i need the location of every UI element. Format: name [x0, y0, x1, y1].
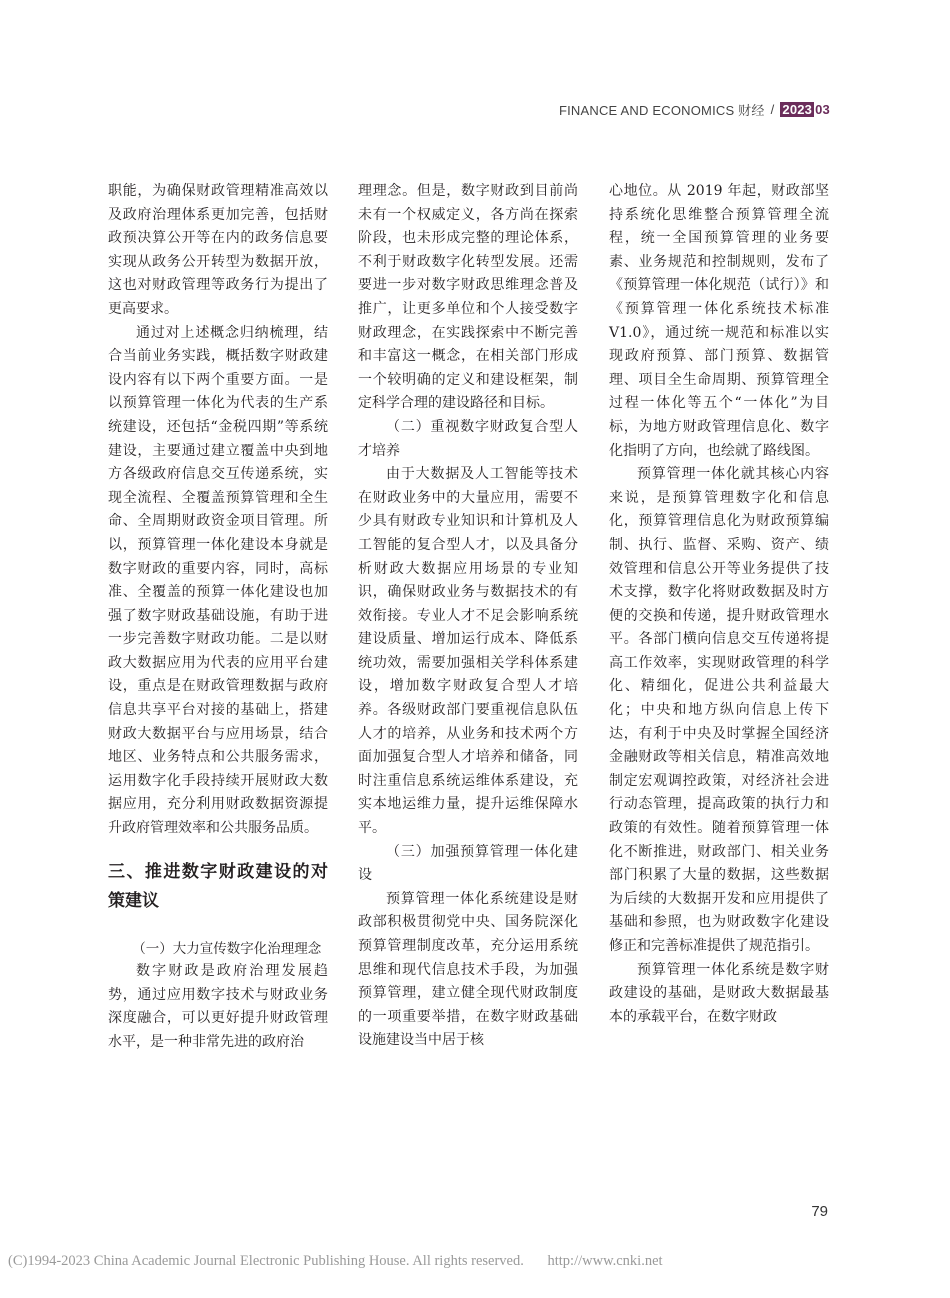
cnki-link[interactable]: http://www.cnki.net: [547, 1253, 663, 1269]
subsection-heading: （一）大力宣传数字化治理理念: [132, 940, 322, 956]
body-paragraph: 通过对上述概念归纳梳理，结合当前业务实践，概括数字财政建设内容有以下两个重要方面。一是以预算管理一体化为代表的生产系统建设，还包括“金税四期”等系统建设，主要通过建立覆盖中央到地方各级政府信息交互传递系统，实现全流程、全覆盖预算管理和全生命、全周期财政资金项目管理。所以，预算管理一体化建设本身就是数字财政的重要内容，同时，高标准、全覆盖的预算一体化建设也加强了数字财政基础设施，有助于进一步完善数字财政功能。二是以财政大数据应用为代表的应用平台建设，重点是在财政管理数据与政府信息共享平台对接的基础上，搭建财政大数据平台与应用场景，结合地区、业务特点和公共服务需求，运用数字化手段持续开展财政大数据应用，充分利用财政数据资源提升政府管理效率和公共服务品质。: [108, 324, 328, 837]
issue-year-badge: 2023: [782, 102, 813, 117]
body-paragraph: 预算管理一体化就其核心内容来说，是预算管理数字化和信息化，预算管理信息化为财政预算编制、执行、监督、采购、资产、绩效管理和信息公开等业务提供了技术支撑，数字化将财政数据及时方便的交换和传递，提升财政管理水平。各部门横向信息交互传递将提高工作效率，实现财政管理的科学化、精细化，促进公共利益最大化；中央和地方纵向信息上传下达，有利于中央及时掌握全国经济金融财政等相关信息，精准高效地制定宏观调控政策，对经济社会进行动态管理，提高政策的执行力和政策的有效性。随着预算管理一体化不断推进，财政部门、相关业务部门积累了大量的数据，这些数据为后续的大数据开发和应用提供了基础和参照，也为财政数字化建设修正和完善标准提供了规范指引。: [609, 466, 829, 954]
body-paragraph: 心地位。从 2019 年起，财政部坚持系统化思维整合预算管理全流程，统一全国预算管理的业务要素、业务规范和控制规则，发布了《预算管理一体化规范（试行）》和《预算管理一体化系统技术标准 V1.0》，通过统一规范和标准以实现政府预算、部门预算、数据管理、项目全生命周期、预算管理全过程一体化等五个“一体化”为目标，为地方财政管理信息化、数字化指明了方向，也绘就了路线图。: [609, 183, 829, 459]
section-heading: 三、推进数字财政建设的对策建议: [108, 861, 328, 910]
text-column-1: [108, 180, 328, 1055]
body-paragraph: 由于大数据及人工智能等技术在财政业务中的大量应用，需要不少具有财政专业知识和计算机及人工智能的复合型人才，以及具备分析财政大数据应用场景的专业知识，确保财政业务与数据技术的有效衔接。专业人才不足会影响系统建设质量、增加运行成本、降低系统功效，需要加强相关学科体系建设，增加数字财政复合型人才培养。各级财政部门要重视信息队伍人才的培养，从业务和技术两个方面加强复合型人才培养和储备，同时注重信息系统运维体系建设，充实本地运维力量，提升运维保障水平。: [358, 466, 578, 837]
body-paragraph: 职能，为确保财政管理精准高效以及政府治理体系更加完善，包括财政预决算公开等在内的政务信息要实现从政务公开转型为数据开放，这也对财政管理等政务行为提出了更高要求。: [108, 183, 328, 317]
header-separator: /: [770, 102, 775, 117]
copyright-footer: [8, 1253, 663, 1270]
text-column-2: [358, 180, 578, 1053]
text-column-3: [609, 180, 829, 1029]
body-paragraph: 预算管理一体化系统建设是财政部积极贯彻党中央、国务院深化预算管理制度改革，充分运用系统思维和现代信息技术手段，为加强预算管理，建立健全现代财政制度的一项重要举措，在数字财政基础设施建设当中居于核: [358, 890, 578, 1049]
running-header: [559, 100, 830, 119]
subsection-heading: （三）加强预算管理一体化建设: [358, 843, 578, 884]
issue-number: 03: [815, 102, 830, 117]
page-number: 79: [811, 1203, 828, 1220]
body-paragraph: 数字财政是政府治理发展趋势，通过应用数字技术与财政业务深度融合，可以更好提升财政管理水平，是一种非常先进的政府治: [108, 963, 328, 1050]
journal-name: FINANCE AND ECONOMICS 财经: [558, 103, 765, 118]
copyright-notice: (C)1994-2023 China Academic Journal Electronic Publishing House. All rights reserved.: [8, 1253, 524, 1269]
body-paragraph: 预算管理一体化系统是数字财政建设的基础，是财政大数据最基本的承载平台，在数字财政: [609, 961, 829, 1025]
body-paragraph: 理理念。但是，数字财政到目前尚未有一个权威定义，各方尚在探索阶段，也未形成完整的理论体系，不利于财政数字化转型发展。还需要进一步对数字财政思维理念普及推广，让更多单位和个人接受数字财政理念，在实践探索中不断完善和丰富这一概念，在相关部门形成一个较明确的定义和建设框架，制定科学合理的建设路径和目标。: [358, 183, 578, 412]
subsection-heading: （二）重视数字财政复合型人才培养: [358, 418, 578, 459]
